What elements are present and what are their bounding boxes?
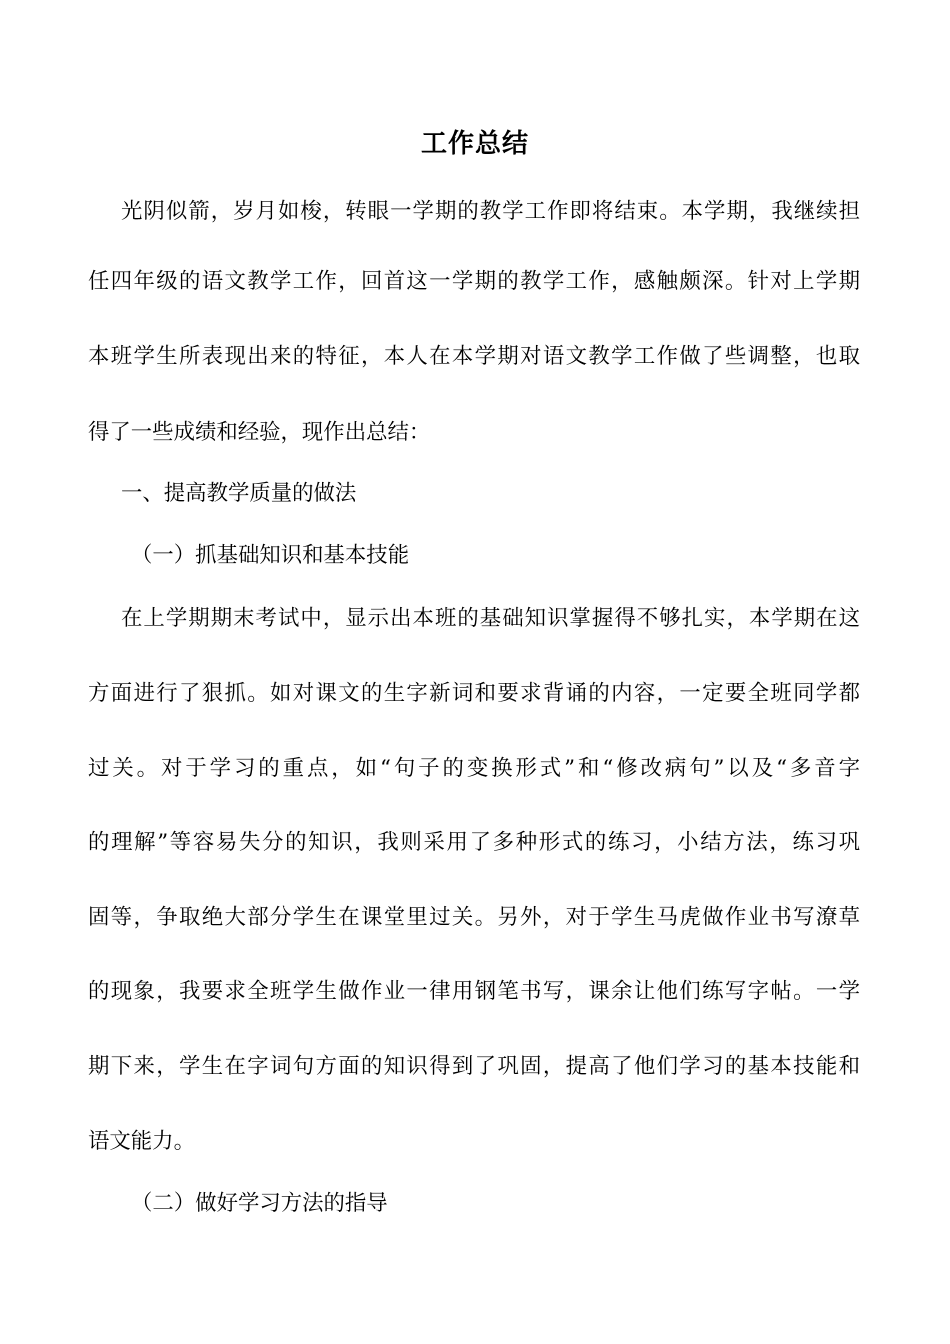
intro-line-1: 光阴似箭，岁月如梭，转眼一学期的教学工作即将结束。本学期，我继续担 [121, 199, 860, 224]
subsection1-line-8: 语文能力。 [88, 1129, 195, 1154]
intro-line-4: 得了一些成绩和经验，现作出总结： [88, 420, 431, 445]
subsection1-line-2: 方面进行了狠抓。如对课文的生字新词和要求背诵的内容，一定要全班同学都 [88, 681, 860, 706]
subsection1-line-1: 在上学期期末考试中，显示出本班的基础知识掌握得不够扎实，本学期在这 [121, 606, 860, 631]
subsection-heading-1: （一）抓基础知识和基本技能 [131, 543, 410, 568]
subsection-heading-2: （二）做好学习方法的指导 [131, 1191, 388, 1216]
intro-line-2: 任四年级的语文教学工作，回首这一学期的教学工作，感触颇深。针对上学期 [88, 269, 860, 294]
subsection1-line-7: 期下来，学生在字词句方面的知识得到了巩固，提高了他们学习的基本技能和 [88, 1054, 860, 1079]
section-heading-1: 一、提高教学质量的做法 [121, 481, 357, 506]
subsection1-line-5: 固等，争取绝大部分学生在课堂里过关。另外，对于学生马虎做作业书写潦草 [88, 905, 860, 930]
subsection1-line-6: 的现象，我要求全班学生做作业一律用钢笔书写，课余让他们练写字帖。一学 [88, 979, 860, 1004]
document-title: 工作总结 [420, 129, 529, 159]
subsection1-line-3: 过关。对于学习的重点，如“句子的变换形式”和“修改病句”以及“多音字 [88, 756, 860, 781]
intro-line-3: 本班学生所表现出来的特征，本人在本学期对语文教学工作做了些调整，也取 [88, 344, 860, 369]
subsection1-line-4: 的理解”等容易失分的知识，我则采用了多种形式的练习，小结方法，练习巩 [88, 830, 860, 855]
